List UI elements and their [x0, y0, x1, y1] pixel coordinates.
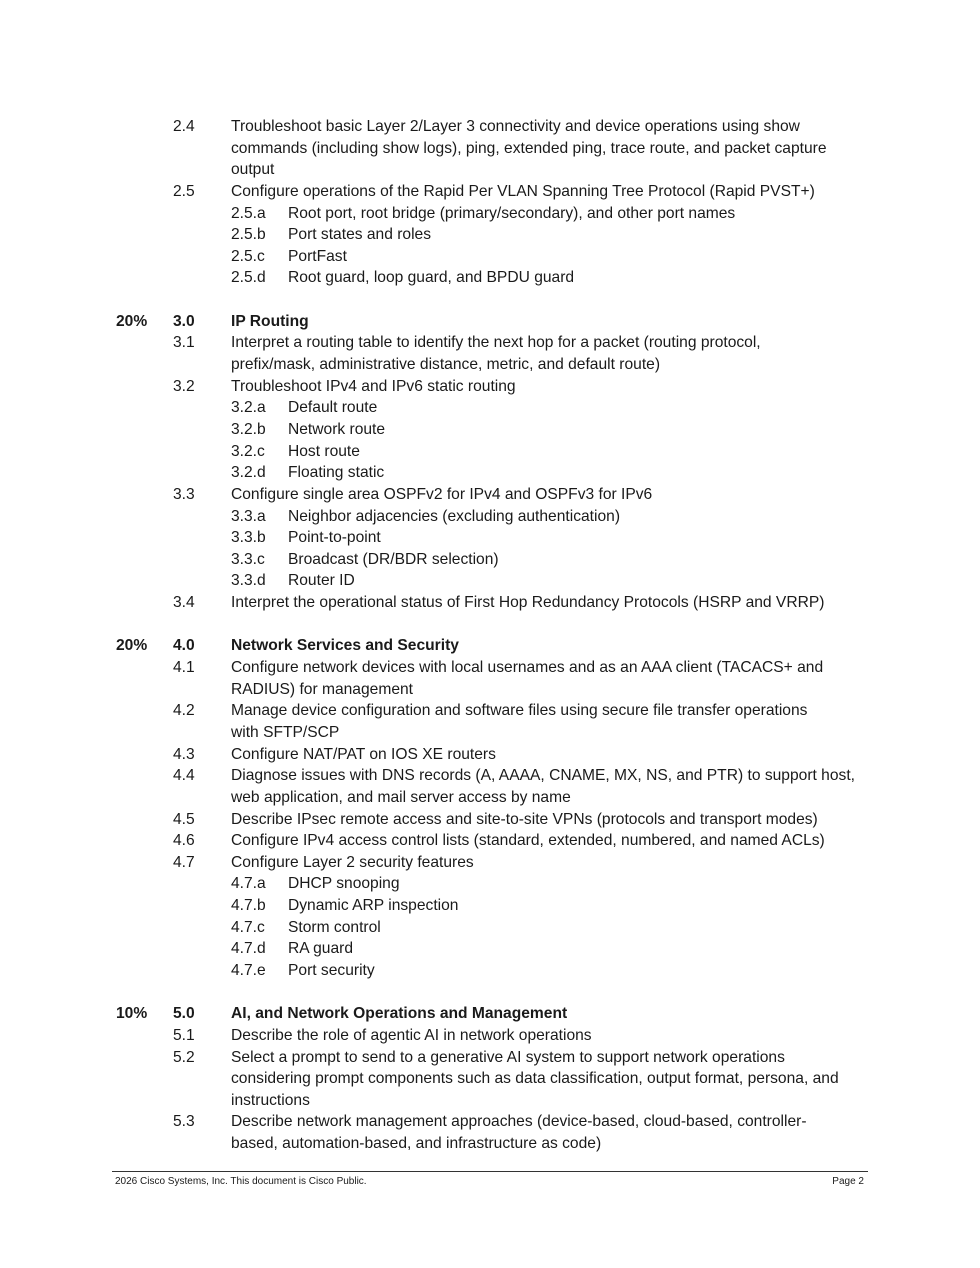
subtopic-line: [0, 917, 980, 939]
topic-text: Select a prompt to send to a generative AI system to support network operations: [231, 1048, 785, 1066]
subtopic-line: [0, 462, 980, 484]
topic-text: with SFTP/SCP: [231, 723, 340, 741]
topic-number: 4.7: [173, 853, 195, 871]
topic-text: Interpret the operational status of First Hop Redundancy Protocols (HSRP and VRRP): [231, 594, 825, 612]
topic-text: Configure network devices with local usernames and as an AAA client (TACACS+ and: [231, 659, 824, 677]
subtopic-line: [0, 246, 980, 268]
section-weight: 20%: [116, 312, 148, 330]
subtopic-line: [0, 441, 980, 463]
topic-number: 4.6: [173, 832, 195, 850]
footer-divider: [112, 1171, 868, 1172]
subtopic-text: Dynamic ARP inspection: [288, 897, 459, 915]
subtopic-text: Root guard, loop guard, and BPDU guard: [288, 269, 575, 287]
subtopic-text: Port security: [288, 961, 375, 979]
subtopic-line: [0, 506, 980, 528]
subtopic-line: [0, 203, 980, 225]
topic-line: [0, 1068, 980, 1090]
section-spacer: [0, 982, 980, 1004]
exam-topics-list: [0, 116, 980, 1155]
section-heading: [0, 635, 980, 657]
subtopic-text: Network route: [288, 420, 386, 438]
footer-copyright: 2026 Cisco Systems, Inc. This document is Cisco Public.: [115, 1176, 367, 1187]
section-number: 3.0: [173, 312, 195, 330]
topic-text: commands (including show logs), ping, extended ping, trace route, and packet capture: [231, 139, 827, 157]
subtopic-text: Default route: [288, 399, 378, 417]
topic-line: [0, 1047, 980, 1069]
subtopic-line: [0, 960, 980, 982]
section-weight: 20%: [116, 637, 148, 655]
topic-text: prefix/mask, administrative distance, metric, and default route): [231, 356, 661, 374]
subtopic-text: Port states and roles: [288, 226, 432, 244]
section-title: IP Routing: [231, 312, 309, 330]
subtopic-number: 2.5.c: [231, 247, 265, 265]
section-heading: [0, 1003, 980, 1025]
topic-text: based, automation-based, and infrastructure as code): [231, 1135, 602, 1153]
subtopic-number: 3.2.b: [231, 420, 266, 438]
section-heading: [0, 311, 980, 333]
subtopic-line: [0, 938, 980, 960]
topic-line: [0, 354, 980, 376]
subtopic-number: 3.3.a: [231, 507, 266, 525]
subtopic-number: 4.7.a: [231, 875, 266, 893]
subtopic-number: 2.5.b: [231, 226, 266, 244]
subtopic-number: 3.3.b: [231, 529, 266, 547]
topic-text: Configure IPv4 access control lists (standard, extended, numbered, and named ACLs): [231, 832, 825, 850]
topic-text: Troubleshoot IPv4 and IPv6 static routing: [231, 377, 516, 395]
subtopic-line: [0, 397, 980, 419]
topic-number: 3.4: [173, 594, 195, 612]
subtopic-text: PortFast: [288, 247, 347, 265]
subtopic-number: 4.7.b: [231, 897, 266, 915]
subtopic-line: [0, 873, 980, 895]
subtopic-number: 3.3.d: [231, 572, 266, 590]
topic-text: output: [231, 161, 275, 179]
subtopic-number: 3.2.a: [231, 399, 266, 417]
topic-line: [0, 852, 980, 874]
topic-number: 4.4: [173, 767, 195, 785]
topic-number: 4.2: [173, 702, 195, 720]
topic-line: [0, 765, 980, 787]
subtopic-number: 4.7.d: [231, 940, 266, 958]
section-weight: 10%: [116, 1005, 148, 1023]
topic-text: Manage device configuration and software files using secure file transfer operations: [231, 702, 808, 720]
subtopic-number: 3.3.c: [231, 550, 265, 568]
subtopic-number: 4.7.e: [231, 961, 266, 979]
topic-text: considering prompt components such as data classification, output format, persona, and: [231, 1070, 839, 1088]
subtopic-line: [0, 570, 980, 592]
topic-line: [0, 809, 980, 831]
topic-text: Describe IPsec remote access and site-to-site VPNs (protocols and transport modes): [231, 810, 818, 828]
topic-line: [0, 181, 980, 203]
topic-text: Configure single area OSPFv2 for IPv4 and OSPFv3 for IPv6: [231, 485, 653, 503]
subtopic-line: [0, 224, 980, 246]
section-number: 4.0: [173, 637, 195, 655]
topic-text: Diagnose issues with DNS records (A, AAAA, CNAME, MX, NS, and PTR) to support host,: [231, 767, 855, 785]
subtopic-text: Host route: [288, 442, 360, 460]
section-spacer: [0, 289, 980, 311]
topic-text: instructions: [231, 1091, 310, 1109]
topic-line: [0, 116, 980, 138]
topic-line: [0, 744, 980, 766]
topic-number: 3.1: [173, 334, 195, 352]
subtopic-text: Storm control: [288, 918, 381, 936]
topic-line: [0, 657, 980, 679]
topic-number: 5.3: [173, 1113, 195, 1131]
footer-page-number: Page 2: [832, 1176, 864, 1187]
subtopic-line: [0, 527, 980, 549]
subtopic-text: Root port, root bridge (primary/secondary), and other port names: [288, 204, 736, 222]
topic-number: 2.5: [173, 182, 195, 200]
subtopic-line: [0, 895, 980, 917]
topic-line: [0, 722, 980, 744]
topic-text: RADIUS) for management: [231, 680, 413, 698]
topic-line: [0, 1133, 980, 1155]
subtopic-number: 3.2.c: [231, 442, 265, 460]
topic-number: 5.2: [173, 1048, 195, 1066]
topic-text: Configure NAT/PAT on IOS XE routers: [231, 745, 496, 763]
topic-line: [0, 484, 980, 506]
topic-text: web application, and mail server access by name: [231, 788, 571, 806]
topic-line: [0, 1025, 980, 1047]
section-spacer: [0, 614, 980, 636]
topic-line: [0, 332, 980, 354]
topic-line: [0, 138, 980, 160]
topic-number: 4.1: [173, 659, 195, 677]
topic-line: [0, 592, 980, 614]
topic-text: Describe network management approaches (device-based, cloud-based, controller-: [231, 1113, 807, 1131]
topic-line: [0, 679, 980, 701]
topic-text: Interpret a routing table to identify the next hop for a packet (routing protocol,: [231, 334, 761, 352]
subtopic-text: Point-to-point: [288, 529, 381, 547]
topic-number: 4.5: [173, 810, 195, 828]
section-number: 5.0: [173, 1005, 195, 1023]
topic-text: Configure operations of the Rapid Per VLAN Spanning Tree Protocol (Rapid PVST+): [231, 182, 815, 200]
section-title: Network Services and Security: [231, 637, 459, 655]
topic-line: [0, 700, 980, 722]
topic-number: 4.3: [173, 745, 195, 763]
topic-line: [0, 376, 980, 398]
topic-text: Describe the role of agentic AI in network operations: [231, 1026, 592, 1044]
subtopic-line: [0, 419, 980, 441]
topic-number: 2.4: [173, 118, 195, 135]
subtopic-text: DHCP snooping: [288, 875, 400, 893]
section-title: AI, and Network Operations and Management: [231, 1005, 568, 1023]
topic-text: Configure Layer 2 security features: [231, 853, 474, 871]
topic-line: [0, 1090, 980, 1112]
topic-number: 5.1: [173, 1026, 195, 1044]
subtopic-text: Neighbor adjacencies (excluding authentication): [288, 507, 621, 525]
topic-number: 3.2: [173, 377, 195, 395]
subtopic-line: [0, 267, 980, 289]
topic-line: [0, 787, 980, 809]
topic-line: [0, 159, 980, 181]
subtopic-text: Broadcast (DR/BDR selection): [288, 550, 499, 568]
topic-line: [0, 1111, 980, 1133]
subtopic-text: Router ID: [288, 572, 355, 590]
subtopic-number: 3.2.d: [231, 464, 266, 482]
subtopic-number: 2.5.a: [231, 204, 266, 222]
topic-text: Troubleshoot basic Layer 2/Layer 3 connectivity and device operations using show: [231, 118, 800, 135]
subtopic-text: Floating static: [288, 464, 385, 482]
topic-number: 3.3: [173, 485, 195, 503]
subtopic-number: 2.5.d: [231, 269, 266, 287]
topic-line: [0, 830, 980, 852]
subtopic-text: RA guard: [288, 940, 354, 958]
subtopic-number: 4.7.c: [231, 918, 265, 936]
subtopic-line: [0, 549, 980, 571]
